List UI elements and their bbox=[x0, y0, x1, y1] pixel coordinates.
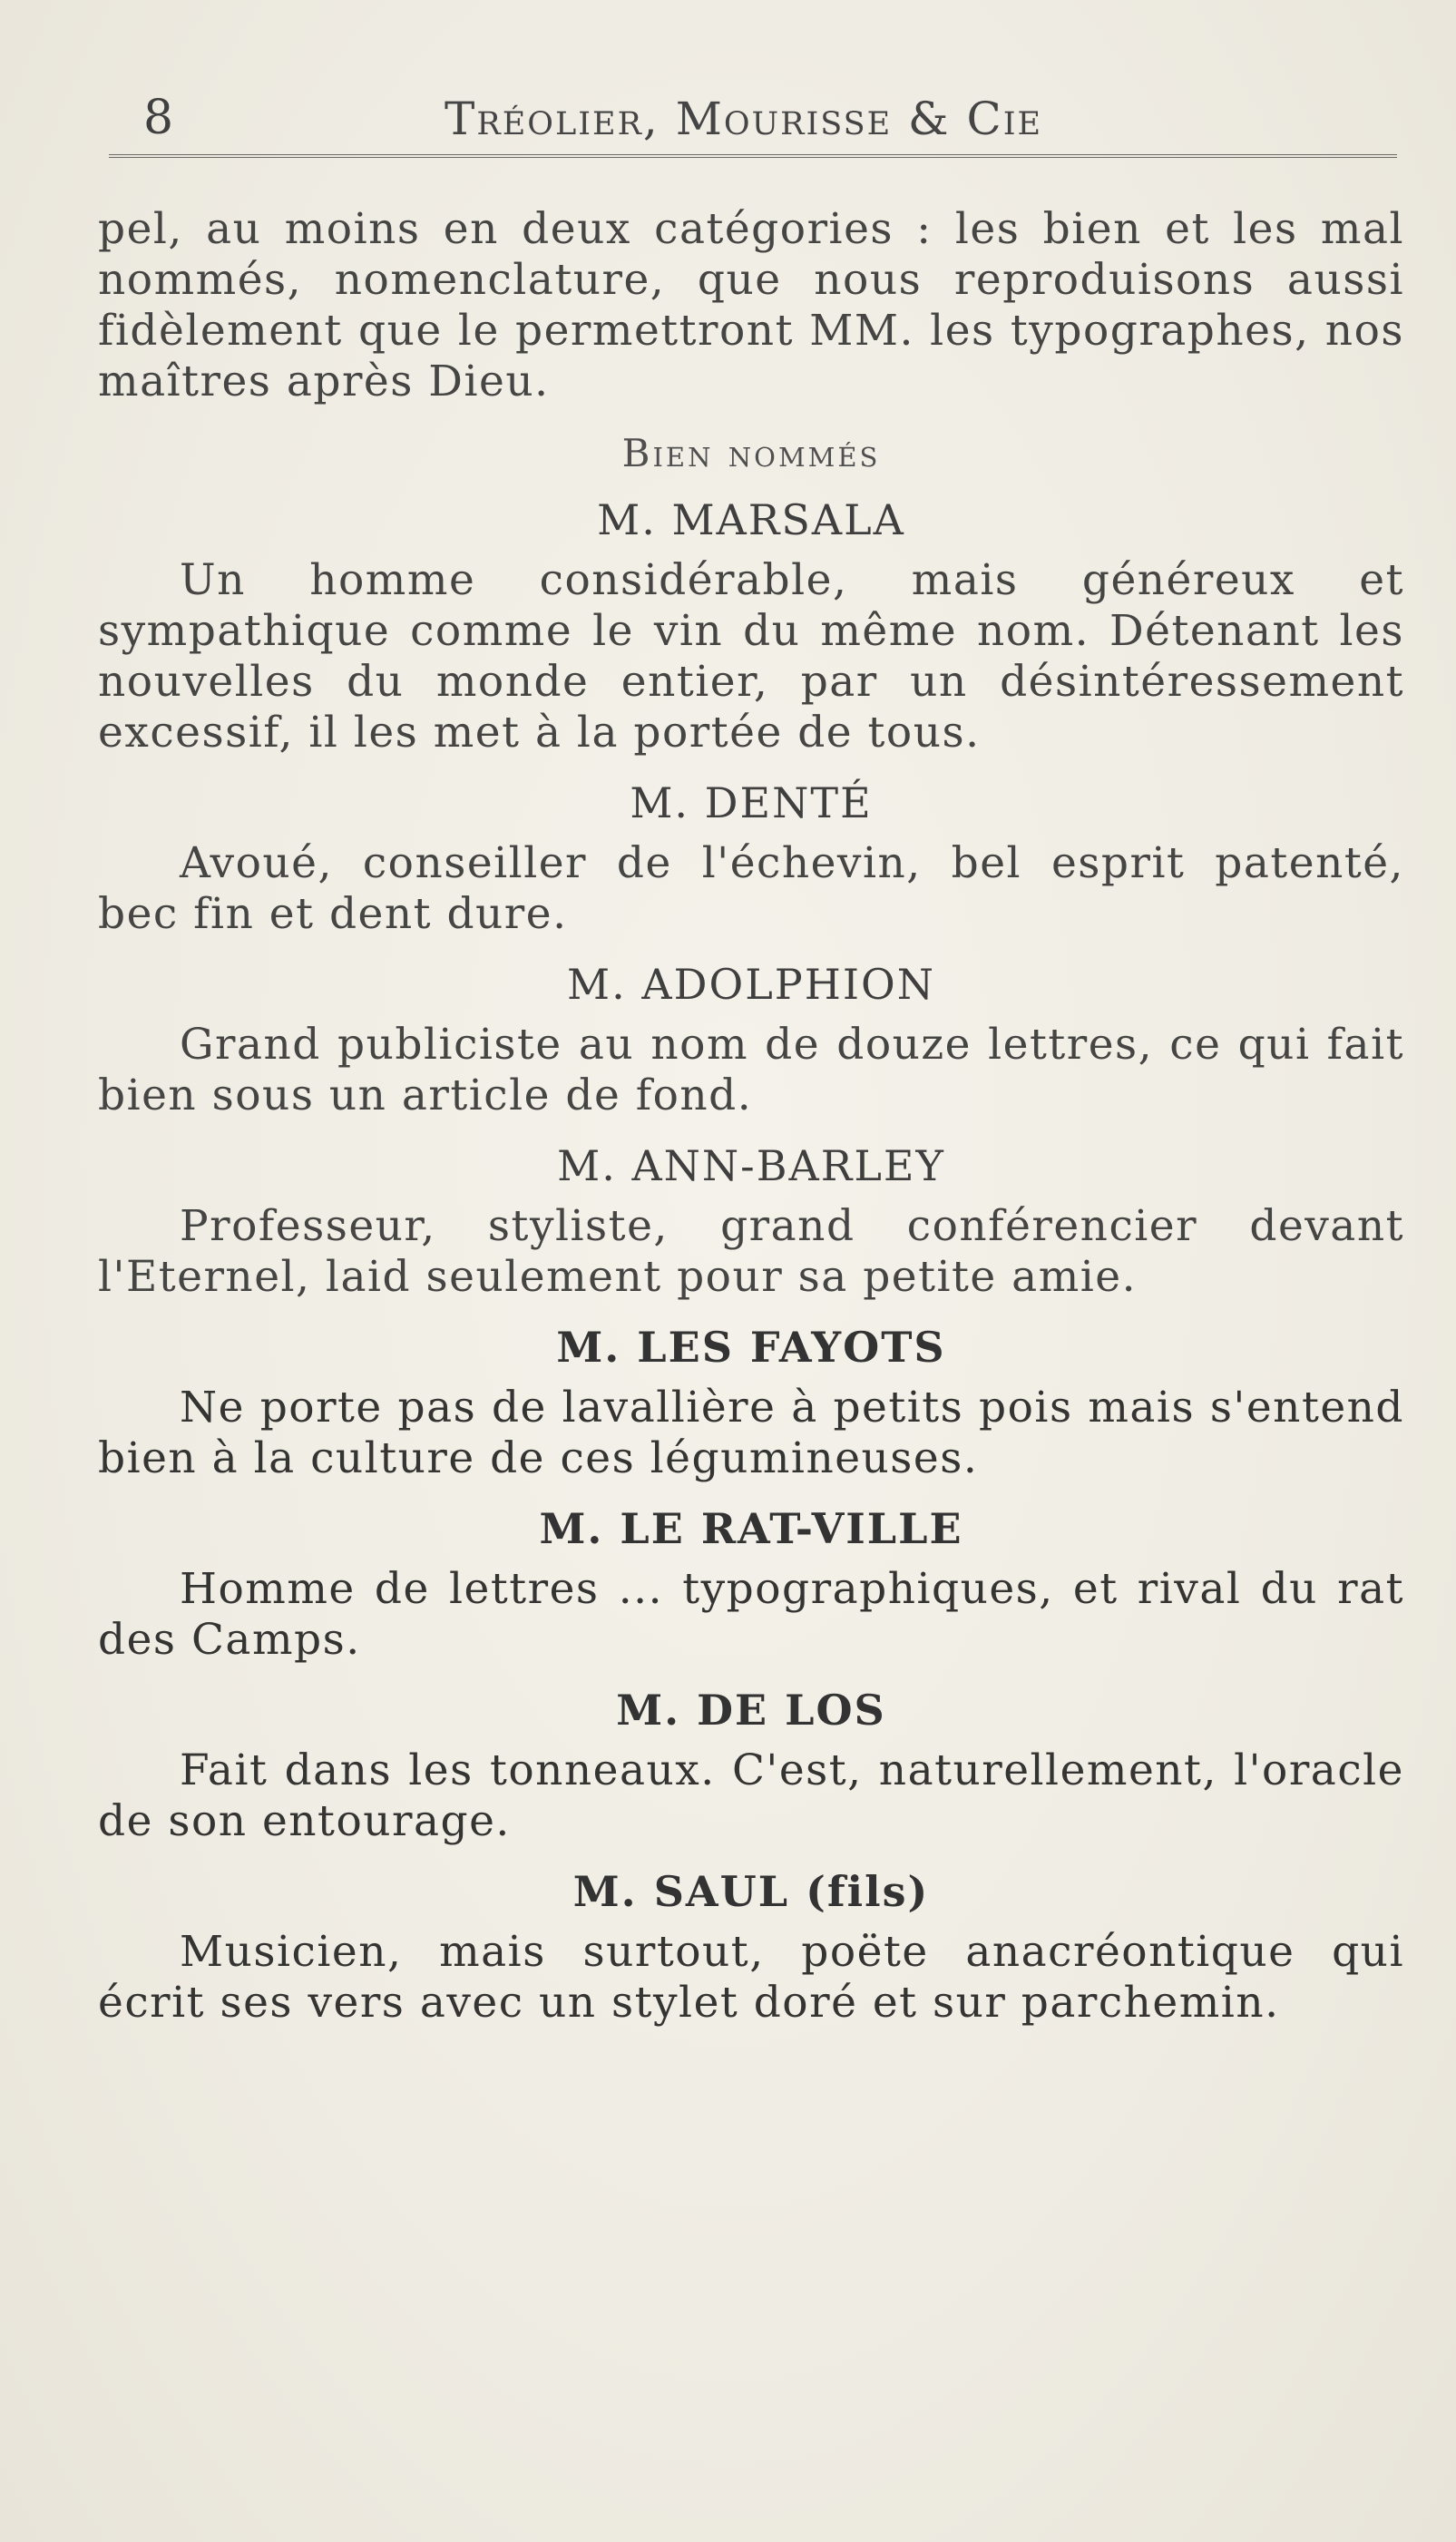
running-head: Tréolier, Mourisse & Cie bbox=[445, 93, 1043, 145]
page-body bbox=[98, 204, 1404, 2038]
entry-name: M. SAUL (fils) bbox=[572, 1867, 930, 1916]
entry-dente bbox=[98, 778, 1404, 940]
entry-les-fayots bbox=[98, 1323, 1404, 1484]
entry-ann-barley bbox=[98, 1141, 1404, 1303]
entry-name: M. ADOLPHION bbox=[567, 960, 935, 1009]
entry-description: Fait dans les tonneaux. C'est, naturellement, l'oracle de son entourage. bbox=[98, 1745, 1404, 1846]
page-number: 8 bbox=[143, 91, 174, 145]
entry-le-rat-ville bbox=[98, 1504, 1404, 1666]
entry-name: M. MARSALA bbox=[597, 495, 905, 544]
header-rule bbox=[109, 154, 1397, 158]
entry-name: M. DENTÉ bbox=[630, 778, 873, 827]
entry-description: Un homme considérable, mais généreux et sympathique comme le vin du même nom. Détenant les nouvelles du monde entier, par un désintéressement excessif, il les met à la portée de tous. bbox=[98, 555, 1404, 758]
entry-name: M. ANN-BARLEY bbox=[557, 1141, 945, 1190]
entry-description: Grand publiciste au nom de douze lettres, ce qui fait bien sous un article de fond. bbox=[98, 1020, 1404, 1120]
entry-name: M. DE LOS bbox=[616, 1686, 886, 1735]
entry-description: Avoué, conseiller de l'échevin, bel esprit patenté, bec fin et dent dure. bbox=[98, 838, 1404, 939]
entry-saul-fils bbox=[98, 1867, 1404, 2029]
entry-de-los bbox=[98, 1686, 1404, 1847]
intro-paragraph: pel, au moins en deux catégories : les bien et les mal nommés, nomenclature, que nous reproduisons aussi fidèlement que le permettront MM. les typographes, nos maîtres après Dieu. bbox=[98, 204, 1404, 406]
page-header bbox=[109, 91, 1388, 154]
entry-name: M. LES FAYOTS bbox=[556, 1323, 946, 1372]
entry-description: Professeur, styliste, grand conférencier devant l'Eternel, laid seulement pour sa petite amie. bbox=[98, 1201, 1404, 1302]
entry-description: Homme de lettres ... typographiques, et rival du rat des Camps. bbox=[98, 1564, 1404, 1665]
section-heading: Bien nommés bbox=[621, 431, 881, 475]
entry-description: Musicien, mais surtout, poëte anacréontique qui écrit ses vers avec un stylet doré et sur parchemin. bbox=[98, 1927, 1404, 2028]
entry-marsala bbox=[98, 495, 1404, 758]
entry-adolphion bbox=[98, 960, 1404, 1121]
entry-name: M. LE RAT-VILLE bbox=[539, 1504, 963, 1553]
entry-description: Ne porte pas de lavallière à petits pois mais s'entend bien à la culture de ces légumineuses. bbox=[98, 1383, 1404, 1483]
